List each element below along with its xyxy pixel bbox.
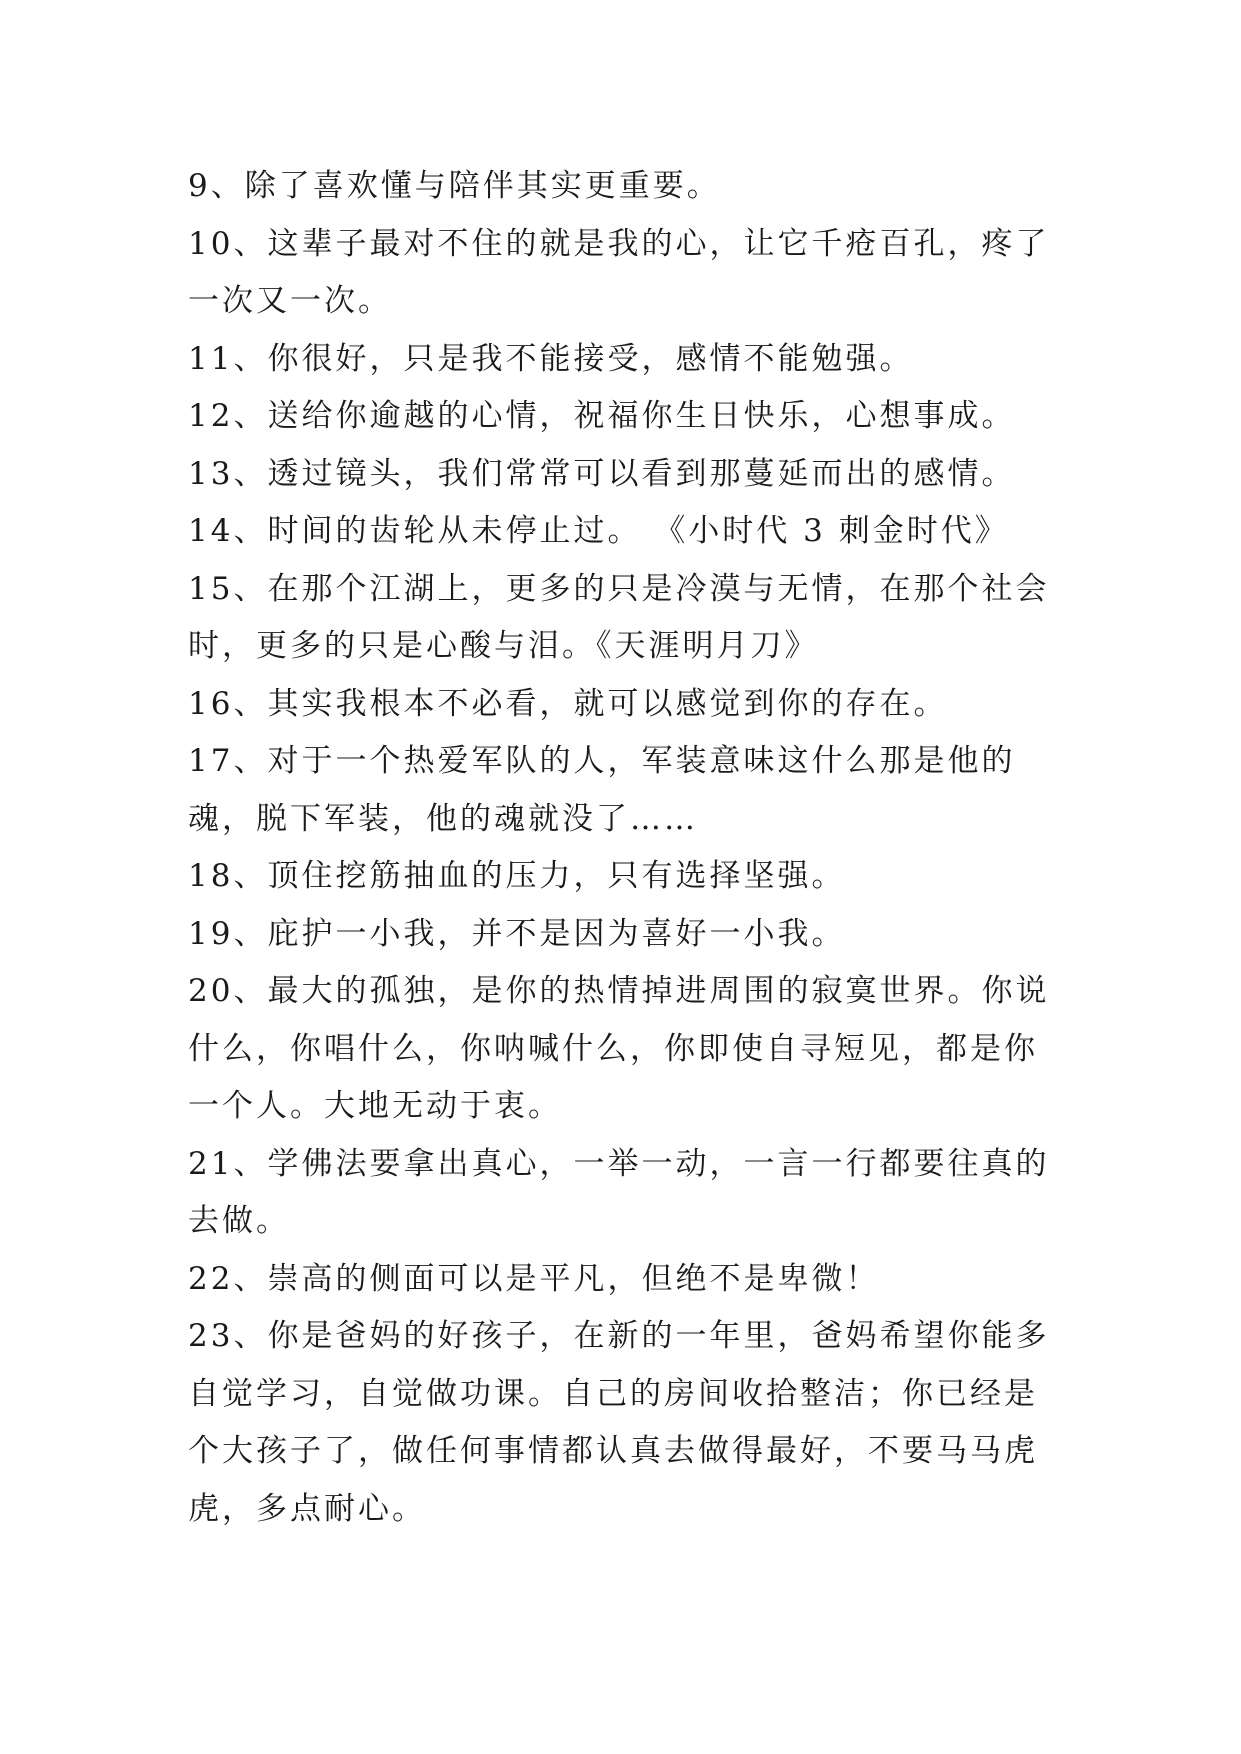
paragraph-12: 12、送给你逾越的心情，祝福你生日快乐，心想事成。 bbox=[188, 398, 1016, 434]
paragraph-18: 18、顶住挖筋抽血的压力，只有选择坚强。 bbox=[188, 858, 846, 894]
paragraph-22: 22、崇高的侧面可以是平凡，但绝不是卑微！ bbox=[188, 1260, 880, 1297]
paragraph-13: 13、透过镜头，我们常常可以看到那蔓延而出的感情。 bbox=[188, 455, 1016, 492]
paragraph-14: 14、时间的齿轮从未停止过。 《小时代 3 刺金时代》 bbox=[188, 513, 1009, 549]
paragraph-17: 17、对于一个热爱军队的人，军装意味这什么那是他的魂，脱下军装，他的魂就没了…… bbox=[188, 743, 1016, 837]
paragraph-16: 16、其实我根本不必看，就可以感觉到你的存在。 bbox=[188, 685, 948, 722]
paragraph-19: 19、庇护一小我，并不是因为喜好一小我。 bbox=[188, 915, 846, 952]
paragraph-23: 23、你是爸妈的好孩子，在新的一年里，爸妈希望你能多自觉学习，自觉做功课。自己的房间收拾整洁；你已经是个大孩子了，做任何事情都认真去做得最好，不要马马虎虎，多点耐心。 bbox=[188, 1318, 1050, 1527]
paragraph-10: 10、这辈子最对不住的就是我的心，让它千疮百孔，疼了一次又一次。 bbox=[188, 225, 1050, 319]
paragraph-9: 9、除了喜欢懂与陪伴其实更重要。 bbox=[188, 168, 721, 204]
paragraph-15: 15、在那个江湖上，更多的只是冷漠与无情，在那个社会时，更多的只是心酸与泪。《天涯明月刀》 bbox=[188, 570, 1050, 664]
paragraph-21: 21、学佛法要拿出真心，一举一动，一言一行都要往真的去做。 bbox=[188, 1145, 1050, 1239]
document-body bbox=[188, 158, 1068, 1538]
paragraph-11: 11、你很好，只是我不能接受，感情不能勉强。 bbox=[188, 340, 914, 377]
paragraph-20: 20、最大的孤独，是你的热情掉进周围的寂寞世界。你说什么，你唱什么，你呐喊什么，你即使自寻短见，都是你一个人。大地无动于衷。 bbox=[188, 973, 1050, 1124]
